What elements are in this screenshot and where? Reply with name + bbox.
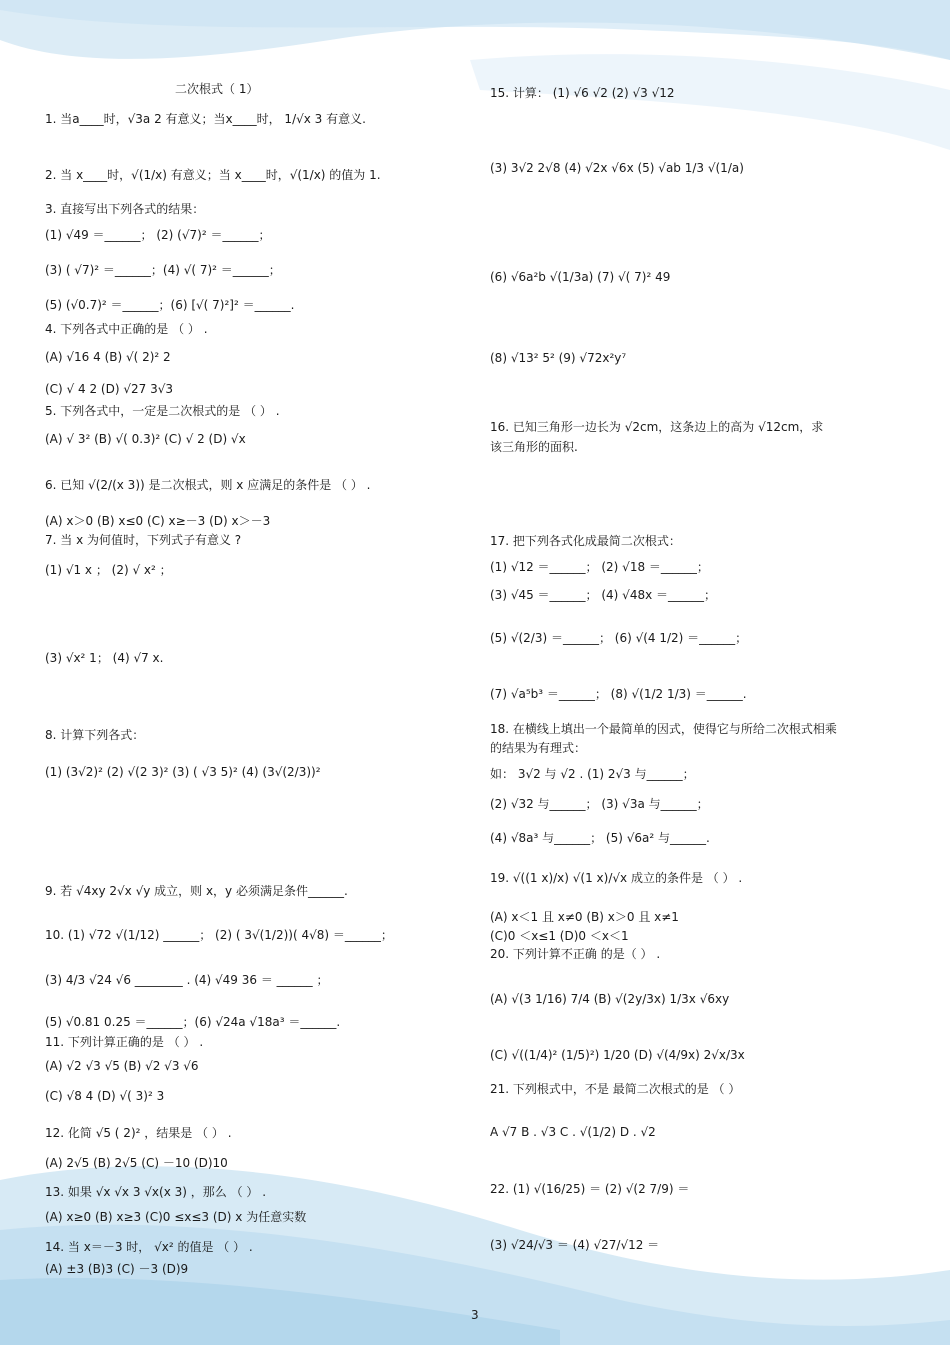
left-question-line: (A) √16 4 (B) √( 2)² 2 (45, 350, 171, 364)
right-question-line: (4) √8a³ 与______； (5) √6a² 与______. (490, 831, 710, 845)
left-question-line: (1) (3√2)² (2) √(2 3)² (3) ( √3 5)² (4) (3√(2/3))² (45, 765, 321, 779)
right-question-line: (A) √(3 1/16) 7/4 (B) √(2y/3x) 1/3x √6xy (490, 992, 730, 1006)
left-question-line: (A) x＞0 (B) x≤0 (C) x≥－3 (D) x＞－3 (45, 514, 271, 528)
right-question-line: 20. 下列计算不正确 的是（ ） . (490, 947, 661, 961)
right-question-line: 18. 在横线上填出一个最简单的因式，使得它与所给二次根式相乘 (490, 722, 837, 736)
right-question-line: (2) √32 与______； (3) √3a 与______； (490, 797, 709, 811)
left-question-line: 11. 下列计算正确的是 （ ） . (45, 1035, 204, 1049)
left-question-line: (A) ±3 (B)3 (C) －3 (D)9 (45, 1262, 189, 1276)
left-question-line: 12. 化简 √5 ( 2)² ，结果是 （ ） . (45, 1126, 232, 1140)
left-question-line: (1) √1 x ； (2) √ x² ； (45, 563, 172, 577)
left-question-line: 13. 如果 √x √x 3 √x(x 3) ，那么 （ ） . (45, 1185, 267, 1199)
right-question-line: (7) √a⁵b³ ＝______； (8) √(1/2 1/3) ＝______. (490, 687, 747, 701)
left-question-line: 9. 若 √4xy 2√x √y 成立，则 x，y 必须满足条件______. (45, 884, 348, 898)
left-question-line: 4. 下列各式中正确的是 （ ） . (45, 322, 208, 336)
right-question-line: (A) x＜1 且 x≠0 (B) x＞0 且 x≠1 (490, 910, 679, 924)
left-question-line: (A) √ 3² (B) √( 0.3)² (C) √ 2 (D) √x (45, 432, 246, 446)
right-question-line: (3) √45 ＝______； (4) √48x ＝______； (490, 588, 717, 602)
right-question-line: (6) √6a²b √(1/3a) (7) √( 7)² 49 (490, 270, 671, 284)
right-question-line: (C) √((1/4)² (1/5)²) 1/20 (D) √(4/9x) 2√x/3x (490, 1048, 745, 1062)
right-question-line: 15. 计算： (1) √6 √2 (2) √3 √12 (490, 86, 675, 100)
left-question-line: (3) 4/3 √24 √6 ________ . (4) √49 36 ＝ ______ ； (45, 973, 329, 987)
left-question-line: 1. 当a____时，√3a 2 有意义；当x____时， 1/√x 3 有意义. (45, 112, 366, 126)
left-question-line: (A) 2√5 (B) 2√5 (C) －10 (D)10 (45, 1156, 228, 1170)
right-question-line: 该三角形的面积. (490, 440, 578, 454)
left-question-line: 2. 当 x____时，√(1/x) 有意义；当 x____时，√(1/x) 的值为 1. (45, 168, 381, 182)
left-question-line: (5) (√0.7)² ＝______；(6) [√( 7)²]² ＝______. (45, 298, 295, 312)
right-question-line: 22. (1) √(16/25) ＝ (2) √(2 7/9) ＝ (490, 1182, 690, 1196)
left-question-line: (A) x≥0 (B) x≥3 (C)0 ≤x≤3 (D) x 为任意实数 (45, 1210, 307, 1224)
left-question-line: (5) √0.81 0.25 ＝______；(6) √24a √18a³ ＝______. (45, 1015, 341, 1029)
right-question-line: (8) √13² 5² (9) √72x²y⁷ (490, 351, 627, 365)
left-question-line: 6. 已知 √(2/(x 3)) 是二次根式，则 x 应满足的条件是 （ ） . (45, 478, 371, 492)
left-question-line: (C) √ 4 2 (D) √27 3√3 (45, 382, 173, 396)
right-question-line: (3) √24/√3 ＝ (4) √27/√12 ＝ (490, 1238, 660, 1252)
right-question-line: (3) 3√2 2√8 (4) √2x √6x (5) √ab 1/3 √(1/a) (490, 161, 744, 175)
left-question-line: 7. 当 x 为何值时，下列式子有意义 ? (45, 533, 242, 547)
right-question-line: (1) √12 ＝______； (2) √18 ＝______； (490, 560, 709, 574)
right-question-line: (5) √(2/3) ＝______； (6) √(4 1/2) ＝______； (490, 631, 748, 645)
left-question-line: 14. 当 x＝－3 时， √x² 的值是 （ ） . (45, 1240, 253, 1254)
left-question-line: (A) √2 √3 √5 (B) √2 √3 √6 (45, 1059, 199, 1073)
right-question-line: (C)0 ＜x≤1 (D)0 ＜x＜1 (490, 929, 629, 943)
left-question-line: (3) √x² 1； (4) √7 x. (45, 651, 164, 665)
right-question-line: 21. 下列根式中，不是 最简二次根式的是 （ ） (490, 1082, 741, 1096)
right-question-line: 19. √((1 x)/x) √(1 x)/√x 成立的条件是 （ ） . (490, 871, 743, 885)
page-number: 3 (471, 1308, 479, 1322)
left-question-line: 10. (1) √72 √(1/12) ______； (2) ( 3√(1/2))( 4√8) ＝______； (45, 928, 393, 942)
right-question-line: 16. 已知三角形一边长为 √2cm，这条边上的高为 √12cm，求 (490, 420, 824, 434)
left-question-line: 二次根式（ 1） (175, 82, 259, 96)
right-question-line: 17. 把下列各式化成最简二次根式： (490, 534, 681, 548)
right-question-line: A √7 B . √3 C . √(1/2) D . √2 (490, 1125, 656, 1139)
right-question-line: 的结果为有理式： (490, 741, 587, 755)
right-question-line: 如： 3√2 与 √2 . (1) 2√3 与______； (490, 767, 695, 781)
left-question-line: (1) √49 ＝______； (2) (√7)² ＝______； (45, 228, 271, 242)
left-question-line: 8. 计算下列各式： (45, 728, 145, 742)
left-question-line: (3) ( √7)² ＝______；(4) √( 7)² ＝______； (45, 263, 281, 277)
left-question-line: 3. 直接写出下列各式的结果： (45, 202, 205, 216)
left-question-line: (C) √8 4 (D) √( 3)² 3 (45, 1089, 165, 1103)
left-question-line: 5. 下列各式中，一定是二次根式的是 （ ） . (45, 404, 280, 418)
